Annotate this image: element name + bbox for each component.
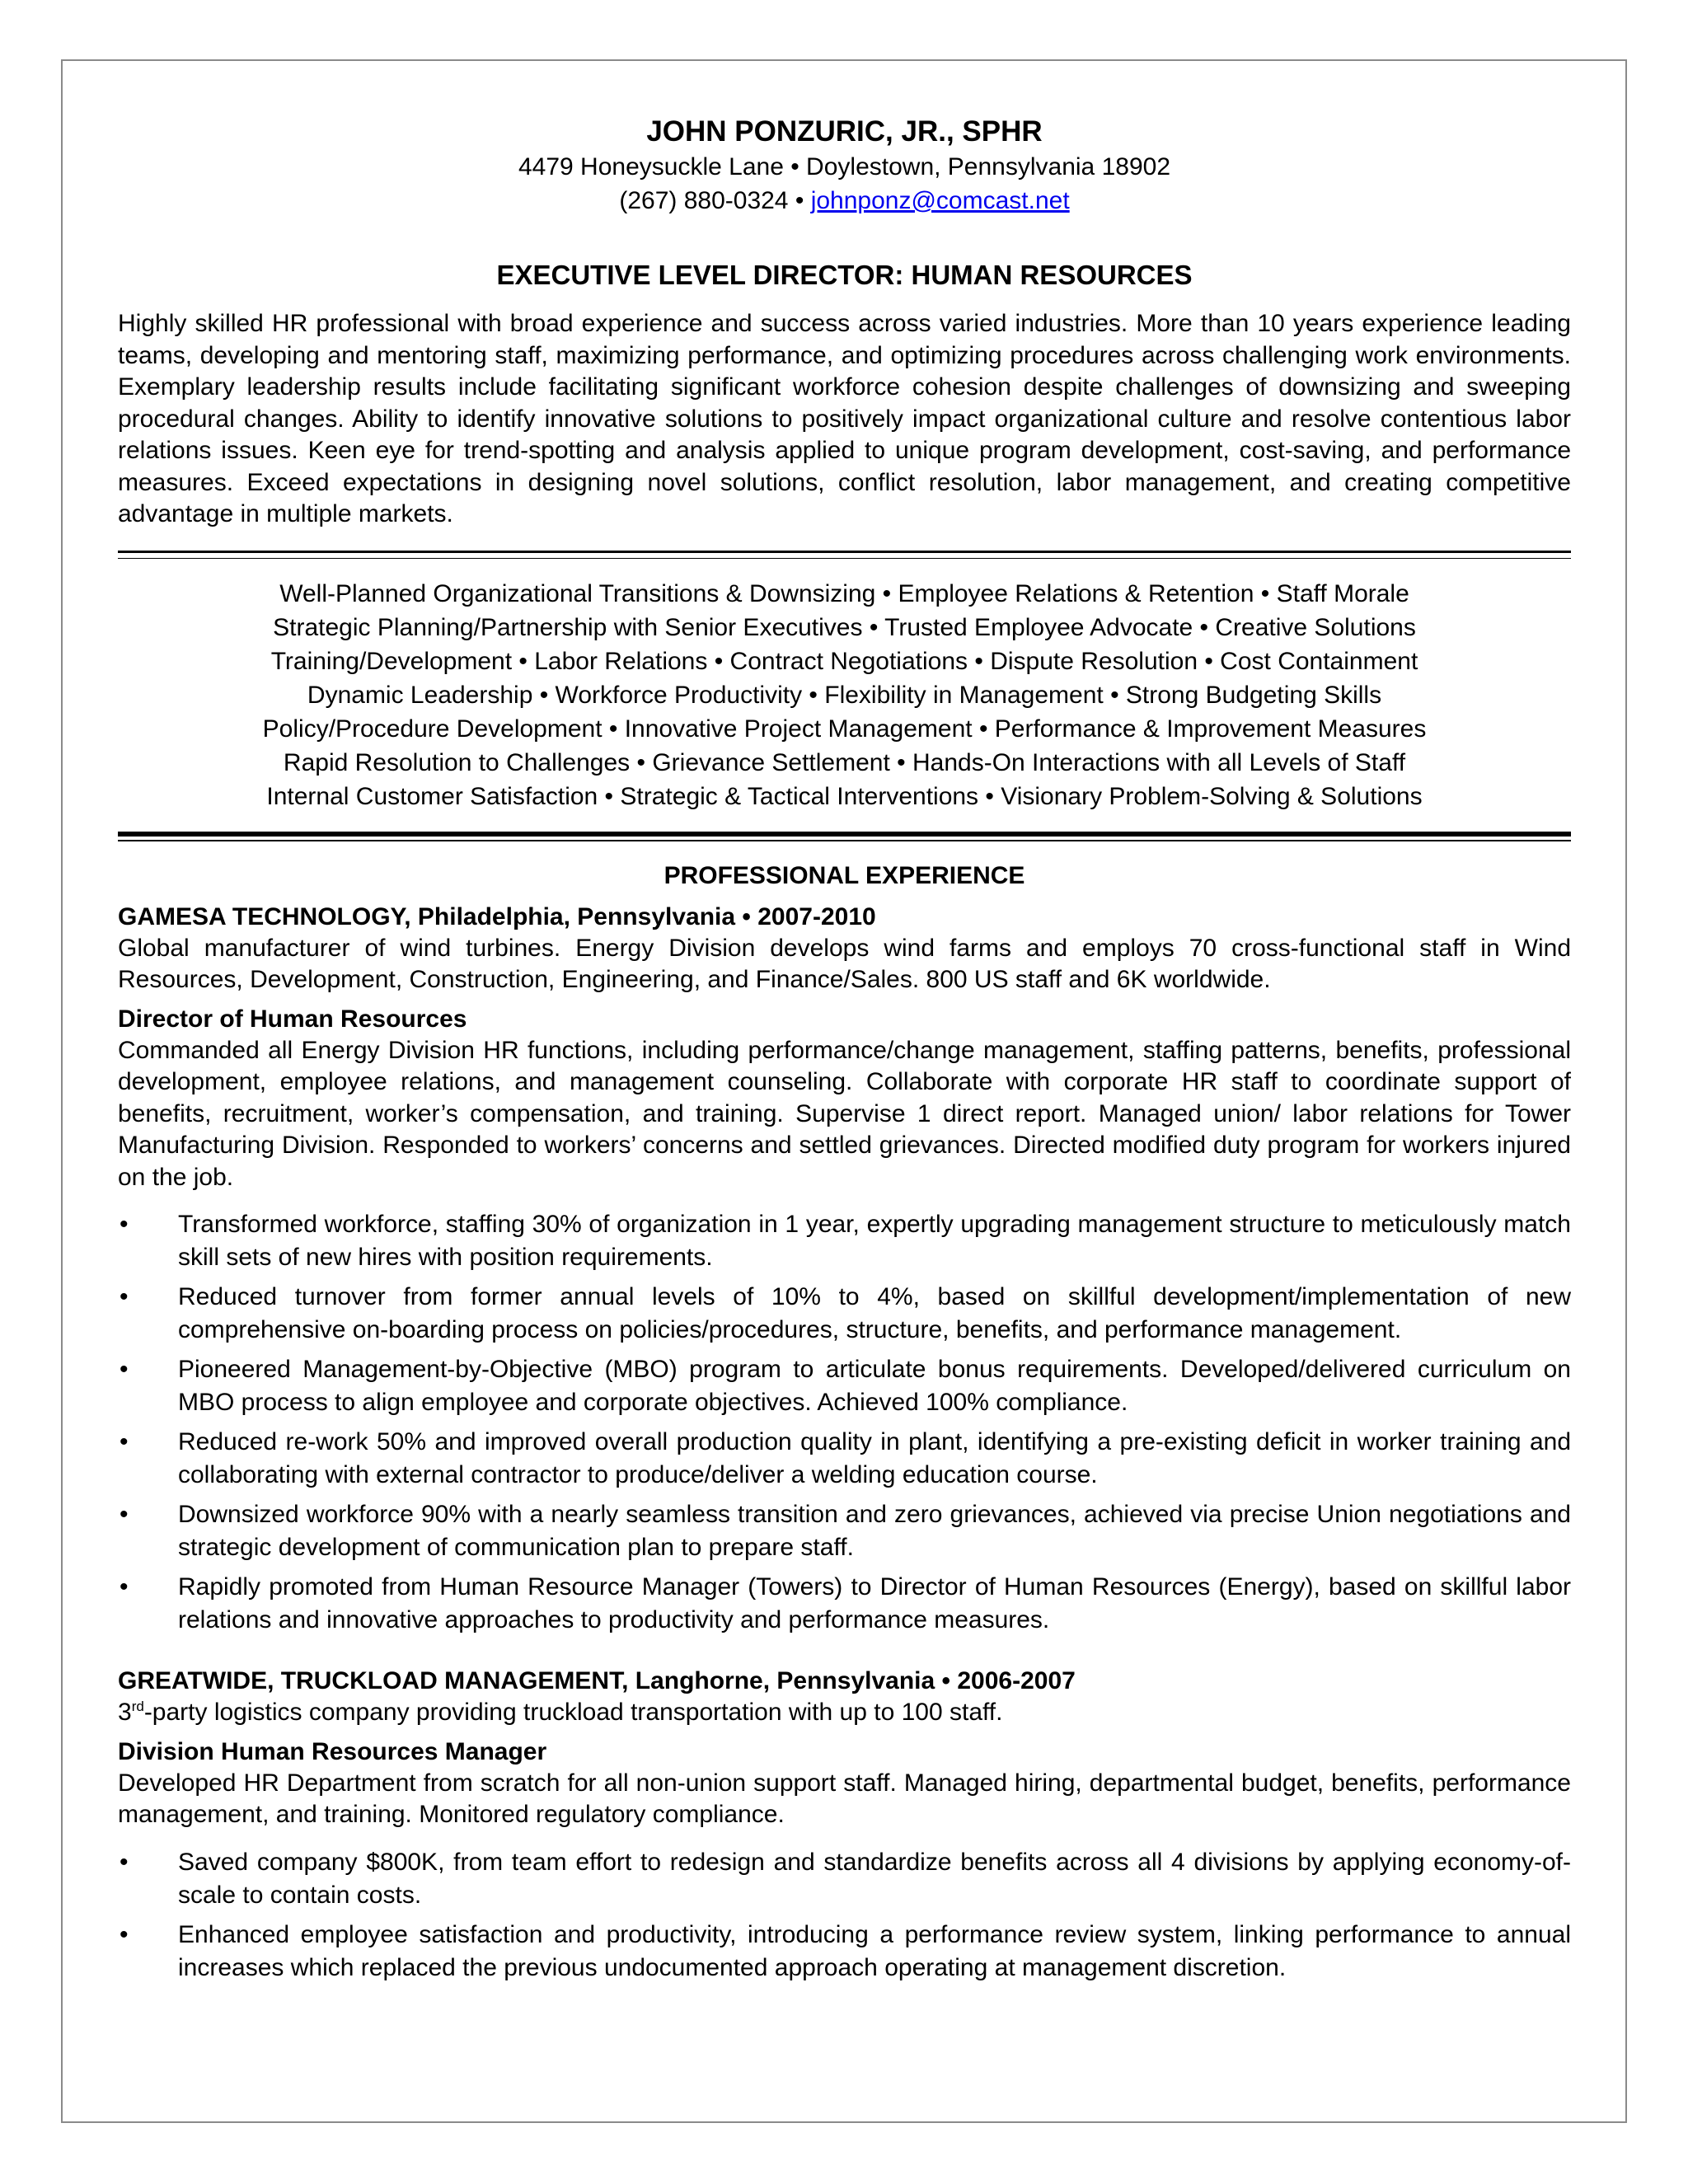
bullet-icon: • <box>120 1573 129 1601</box>
skills-line: Well-Planned Organizational Transitions & Downsizing • Employee Relations & Retention • Staff Morale <box>279 579 1409 607</box>
bullet-icon: • <box>120 1283 129 1310</box>
section-title-experience: PROFESSIONAL EXPERIENCE <box>663 861 1025 889</box>
summary-paragraph: Highly skilled HR professional with broad experience and success across varied industries. More than 10 years experience leading teams, developing and mentoring staff, maximizing performance, and optimizing procedures across challenging work environments. Exemplary leadership results include facilitating significant workforce cohesion despite challenges of downsizing and sweeping procedural changes. Ability to identify innovative solutions to positively impact organizational culture and resolve contentious labor relations issues. Keen eye for trend-spotting and analysis applied to unique program development, cost-saving, and performance measures. Exceed expectations in designing novel solutions, conflict resolution, labor management, and creating competitive advantage in multiple markets. <box>118 310 1571 527</box>
divider-rule <box>118 551 1571 553</box>
resume-page <box>118 114 1571 1991</box>
achievement-list <box>118 1208 1571 1637</box>
phone-email-line <box>118 184 1571 218</box>
role-description: Commanded all Energy Division HR functions, including performance/change management, staffing patterns, benefits, professional development, employee relations, and management counseling. Collaborate with corporate HR staff to coordinate support of benefits, recruitment, worker’s compensation, and training. Supervise 1 direct report. Managed union/ labor relations for Tower Manufacturing Division. Responded to workers’ concerns and settled grievances. Directed modified duty program for workers injured on the job. <box>118 1036 1571 1191</box>
bullet-icon: • <box>120 1501 129 1528</box>
company-description: Global manufacturer of wind turbines. Energy Division develops wind farms and employs 70 cross-functional staff in Wind Resources, Development, Construction, Engineering, and Finance/Sales. 800 US staff and 6K worldwide. <box>118 934 1571 993</box>
email-link[interactable]: johnponz@comcast.net <box>810 187 1070 214</box>
skills-line: Rapid Resolution to Challenges • Grievance Settlement • Hands-On Interactions with all Levels of Staff <box>283 748 1406 776</box>
achievement-item: • Rapidly promoted from Human Resource Manager (Towers) to Director of Human Resources (Energy), based on skillful labor relations and innovative approaches to productivity and performance measures. <box>118 1571 1571 1637</box>
skills-line: Dynamic Leadership • Workforce Productivity • Flexibility in Management • Strong Budgeting Skills <box>307 681 1382 709</box>
achievement-item: • Downsized workforce 90% with a nearly seamless transition and zero grievances, achieved via precise Union negotiations and strategic development of communication plan to prepare staff. <box>118 1498 1571 1564</box>
achievement-item: • Pioneered Management-by-Objective (MBO) program to articulate bonus requirements. Developed/delivered curriculum on MBO process to align employee and corporate objectives. Achieved 100% compliance. <box>118 1353 1571 1419</box>
candidate-name: JOHN PONZURIC, JR., SPHR <box>646 115 1043 148</box>
achievement-item: • Reduced turnover from former annual levels of 10% to 4%, based on skillful development/implementation of new comprehensive on-boarding process on policies/procedures, structure, benefits, and performance management. <box>118 1281 1571 1347</box>
section-divider <box>118 832 1571 837</box>
address-line: 4479 Honeysuckle Lane • Doylestown, Pennsylvania 18902 <box>518 153 1170 180</box>
headline: EXECUTIVE LEVEL DIRECTOR: HUMAN RESOURCES <box>496 260 1193 290</box>
skills-line: Internal Customer Satisfaction • Strategic & Tactical Interventions • Visionary Problem-Solving & Solutions <box>266 782 1423 810</box>
job-title: Division Human Resources Manager <box>118 1737 547 1765</box>
divider-rule-secondary <box>118 558 1571 559</box>
achievement-item: • Enhanced employee satisfaction and productivity, introducing a performance review system, linking performance to annual increases which replaced the previous undocumented approach operating at management discretion. <box>118 1919 1571 1985</box>
company-description: 3rd-party logistics company providing truckload transportation with up to 100 staff. <box>118 1699 1003 1726</box>
company-heading: GREATWIDE, TRUCKLOAD MANAGEMENT, Langhorne, Pennsylvania • 2006-2007 <box>118 1667 1076 1694</box>
bullet-icon: • <box>120 1848 129 1876</box>
skills-line: Strategic Planning/Partnership with Senior Executives • Trusted Employee Advocate • Creative Solutions <box>273 613 1416 641</box>
section-divider-secondary <box>118 840 1571 841</box>
achievement-list <box>118 1846 1571 1985</box>
skills-line: Policy/Procedure Development • Innovative Project Management • Performance & Improvement Measures <box>262 715 1427 743</box>
bullet-icon: • <box>120 1211 129 1238</box>
bullet-icon: • <box>120 1356 129 1383</box>
role-description: Developed HR Department from scratch for all non-union support staff. Managed hiring, departmental budget, benefits, performance management, and training. Monitored regulatory compliance. <box>118 1769 1571 1828</box>
achievement-item: • Transformed workforce, staffing 30% of organization in 1 year, expertly upgrading management structure to meticulously match skill sets of new hires with position requirements. <box>118 1208 1571 1274</box>
bullet-icon: • <box>120 1920 129 1948</box>
achievement-item: • Saved company $800K, from team effort to redesign and standardize benefits across all 4 divisions by applying economy-of-scale to contain costs. <box>118 1846 1571 1912</box>
bullet-icon: • <box>120 1428 129 1455</box>
skills-block <box>118 577 1571 813</box>
company-heading: GAMESA TECHNOLOGY, Philadelphia, Pennsylvania • 2007-2010 <box>118 902 876 930</box>
job-title: Director of Human Resources <box>118 1005 467 1033</box>
phone-text: (267) 880-0324 • <box>619 187 804 214</box>
achievement-item: • Reduced re-work 50% and improved overall production quality in plant, identifying a pre-existing deficit in worker training and collaborating with external contractor to produce/deliver a welding education course. <box>118 1426 1571 1492</box>
skills-line: Training/Development • Labor Relations • Contract Negotiations • Dispute Resolution • Cost Containment <box>270 647 1418 675</box>
